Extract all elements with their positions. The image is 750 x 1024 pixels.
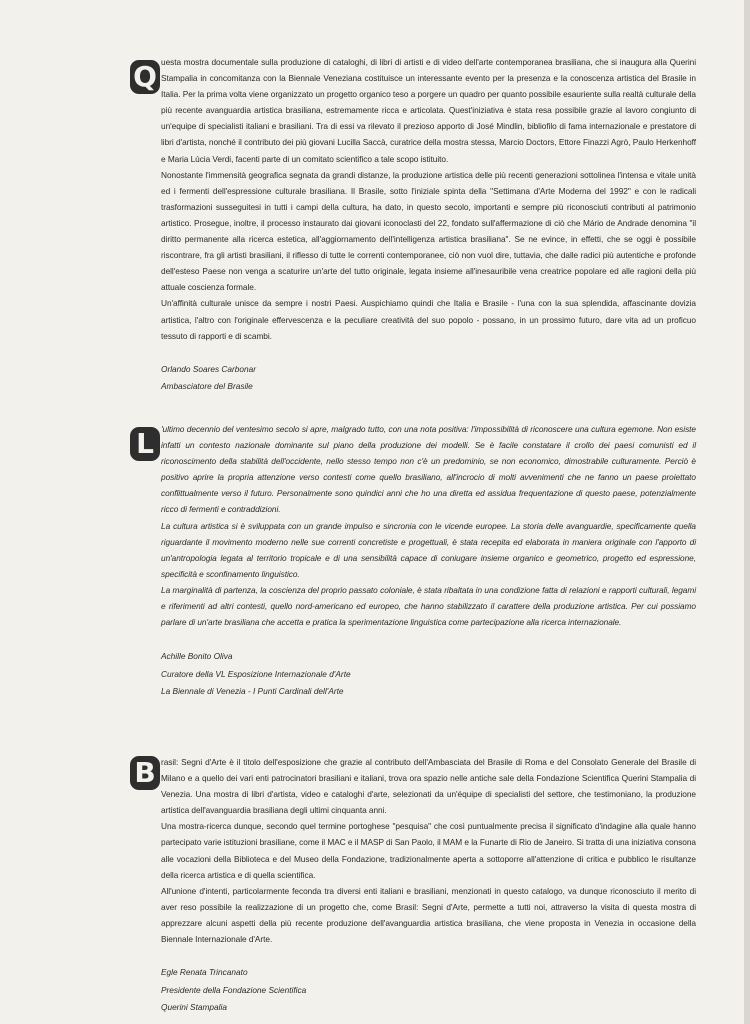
page-edge (744, 0, 750, 1024)
dropcap-l: L (130, 427, 160, 461)
dropcap-q: Q (130, 60, 160, 94)
signature-title: Ambasciatore del Brasile (161, 381, 253, 392)
paragraph: Nonostante l'immensità geografica segnata da grandi distanze, la produzione artistica delle più recenti generazioni sottolinea l'intensa e vitale unità ed i fermenti dell'espressione culturale brasiliana. Il Brasile, sotto l'iniziale spinta della "Settimana d'Arte Moderna del 1992" e con le radicali trasformazioni susseguitesi in tutti i campi della cultura, ha dato, in questo secolo, importanti e sempre più riconosciuti contributi al patrimonio artistico. Prosegue, inoltre, il processo instaurato dai giovani iconoclasti del 22, fondato sull'affermazione di ciò che Mário de Andrade denomina "il diritto permanente alla ricerca estetica, all'aggiornamento dell'intelligenza artistica brasiliana". Se ne evince, in effetti, che se oggi è possibile riscontrare, fra gli artisti brasiliani, il riflesso di tutte le correnti contemporanee, ciò non vuol dire, tuttavia, che dalle radici più autentiche e profonde dell'esteso Paese non venga a scaturire un'arte del tutto originale, legata insieme all'inesauribile vena creatrice popolare ed alle ragioni della più attuale coscienza formale. (161, 169, 696, 293)
signature-name: Achille Bonito Oliva (161, 651, 233, 662)
section-ambassador-text (161, 54, 696, 344)
paragraph: All'unione d'intenti, particolarmente feconda tra diversi enti italiani e brasiliani, menzionati in questo catalogo, va dunque riconosciuto il merito di aver reso possibile la realizzazione di un progetto che, come Brasil: Segni d'Arte, permette a tutti noi, attraverso la visita di questa mostra di apprezzare alcuni aspetti della più recente produzione dell'avanguardia artistica brasiliana, che viene proposta in Venezia in occasione della Biennale Internazionale d'Arte. (161, 885, 696, 945)
section-curator-text (161, 421, 696, 630)
signature-block (161, 361, 696, 396)
section-curator (130, 421, 696, 701)
section-president (130, 754, 696, 1017)
paragraph: uesta mostra documentale sulla produzione di cataloghi, di libri di artisti e di video dell'arte contemporanea brasiliana, che si inaugura alla Querini Stampalia in concomitanza con la Biennale Veneziana costituisce un interessante evento per la presenza e la conoscenza artistica del Brasile in Italia. Per la prima volta viene organizzato un progetto organico teso a porgere un quadro per quanto possibile esauriente sulla realtà culturale della più recente avanguardia artistica brasiliana, estremamente ricca e articolata. Quest'iniziativa è stata resa possibile grazie al lavoro congiunto di un'equipe di specialisti italiani e brasiliani. Tra di essi va rilevato il prezioso apporto di José Mindlin, bibliofilo di fama internazionale e prestatore di libri d'artista, nonché il contributo dei più giovani Lucilla Saccà, curatrice della mostra stessa, Marcio Doctors, Ettore Finazzi Agrò, Paulo Herkenhoff e Maria Lúcia Verdi, facenti parte di un comitato scientifico a tale scopo istituito. (161, 57, 696, 164)
paragraph: Una mostra-ricerca dunque, secondo quel termine portoghese "pesquisa" che così puntualmente precisa il significato d'indagine alla quale hanno partecipato varie istituzioni brasiliane, come il MAC e il MASP di San Paolo, il MAM e la Funarte di Rio de Janeiro. Si tratta di una iniziativa consona alle vocazioni della Biblioteca e del Museo della Fondazione, tradizionalmente aperta a sottoporre all'attenzione di critica e pubblico le risultanze della ricerca artistica e di quella scientifica. (161, 821, 696, 880)
paragraph: La marginalità di partenza, la coscienza del proprio passato coloniale, è stata ribaltata in una condizione fatta di relazioni e rapporti culturali, legami e riferimenti ad altri contesti, quello nord-americano ed europeo, che hanno stabilizzato il carattere della produzione artistica. Per cui possiamo parlare di un'arte brasiliana che accetta e pratica la sperimentazione linguistica come partecipazione alla ricerca internazionale. (161, 584, 696, 628)
signature-name: Egle Renata Trincanato (161, 967, 248, 978)
signature-block (161, 648, 696, 701)
section-ambassador (130, 54, 696, 396)
signature-title: Querini Stampalia (161, 1002, 227, 1013)
signature-title: Presidente della Fondazione Scientifica (161, 984, 307, 995)
signature-block (161, 964, 696, 1017)
signature-name: Orlando Soares Carbonar (161, 363, 257, 374)
signature-title: Curatore della VL Esposizione Internazionale d'Arte (161, 668, 351, 679)
paragraph: 'ultimo decennio del ventesimo secolo si apre, malgrado tutto, con una nota positiva: l'impossibilità di riconoscere una cultura egemone. Non esiste infatti un contesto nazionale dominante sul piano della produzione dei modelli. Se è facile constatare il crollo dei paesi comunisti ed il riconoscimento della stabilità dell'occidente, nello stesso tempo non c'è un predominio, se non economico, dimostrabile culturamente. Perciò è positivo aprire la propria attenzione verso contesti come quello brasiliano, all'incrocio di molti avvenimenti che ne fanno un paese proiettato conflittualmente verso il futuro. Personalmente sono quindici anni che ho una diretta ed assidua frequentazione di questo paese, potenzialmente ricco di fermenti e contraddizioni. (161, 424, 696, 515)
section-president-text (161, 754, 696, 947)
paragraph: rasil: Segni d'Arte è il titolo dell'esposizione che grazie al contributo dell'Ambasciata del Brasile di Roma e del Consolato Generale del Brasile di Milano e a quello dei vari enti patrocinatori brasiliani e italiani, trova ora spazio nelle antiche sale della Fondazione Scientifica Querini Stampalia di Venezia. Una mostra di libri d'artista, video e cataloghi d'arte, selezionati da un'équipe di specialisti del settore, che testimoniano, la produzione artistica dell'avanguardia brasiliana degli ultimi cinquanta anni. (161, 757, 696, 816)
dropcap-b: B (130, 756, 160, 790)
paragraph: La cultura artistica si è sviluppata con un grande impulso e sincronia con le vicende europee. La storia delle avanguardie, specificamente quella riguardante il movimento moderno nelle sue correnti concretiste e progettuali, è stata recepita ed elaborata in maniera originale con l'apporto di un'antropologia legata al territorio tropicale e di una sensibilità capace di coniugare insieme organico e geometrico, progetto ed espressione, specificità e sconfinamento linguistico. (161, 520, 696, 579)
signature-title: La Biennale di Venezia - I Punti Cardinali dell'Arte (161, 686, 344, 697)
paragraph: Un'affinità culturale unisce da sempre i nostri Paesi. Auspichiamo quindi che Italia e Brasile - l'una con la sua splendida, affascinante dovizia artistica, l'altro con l'originale effervescenza e la peculiare creatività del suo popolo - possano, in un prossimo futuro, dare vita ad un proficuo tessuto di rapporti e di scambi. (161, 298, 696, 341)
